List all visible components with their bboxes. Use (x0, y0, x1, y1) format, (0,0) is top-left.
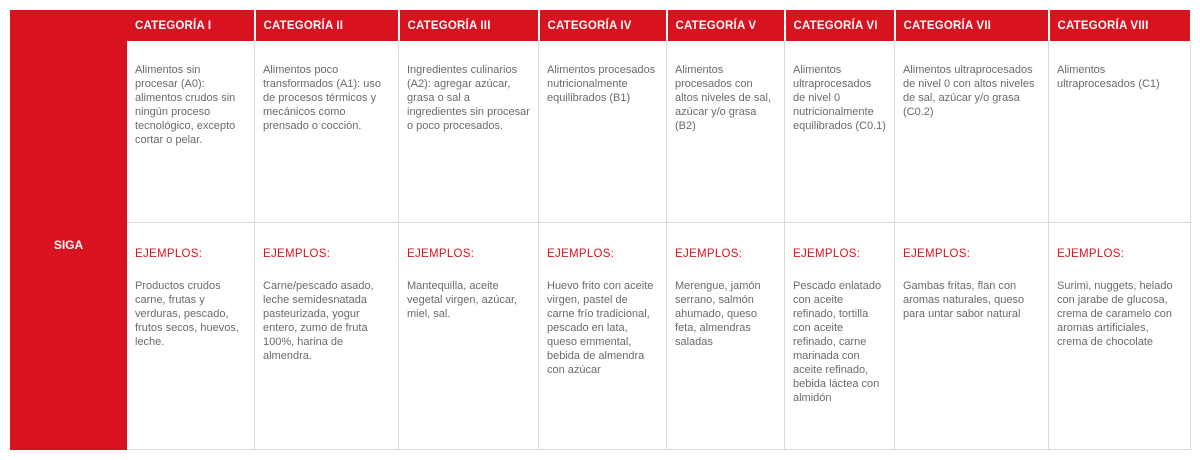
header-categoria-viii: CATEGORÍA VIII (1049, 11, 1191, 41)
examples-cell (895, 223, 1049, 450)
examples-label: EJEMPLOS: (1057, 248, 1125, 260)
examples-text: Pescado enlatado con aceite refinado, tortilla con aceite refinado, carne marinada con aceite refinado, bebida láctea con almidón (793, 280, 882, 404)
header-categoria-ii: CATEGORÍA II (255, 11, 399, 41)
header-categoria-vi: CATEGORÍA VI (785, 11, 895, 41)
description-cell: Alimentos procesados nutricionalmente equilibrados (B1) (539, 41, 667, 223)
description-cell: Alimentos procesados con altos niveles de sal, azúcar y/o grasa (B2) (667, 41, 785, 223)
examples-row (11, 223, 1191, 450)
header-categoria-iii: CATEGORÍA III (399, 11, 539, 41)
examples-label: EJEMPLOS: (263, 248, 331, 260)
examples-text: Merengue, jamón serrano, salmón ahumado, queso feta, almendras saladas (675, 280, 761, 348)
examples-text: Carne/pescado asado, leche semidesnatada pasteurizada, yogur entero, zumo de fruta 100%, harina de almendra. (263, 280, 374, 362)
description-cell: Alimentos sin procesar (A0): alimentos crudos sin ningún proceso tecnológico, excepto cortar o pelar. (127, 41, 255, 223)
examples-label: EJEMPLOS: (903, 248, 971, 260)
examples-text: Productos crudos carne, frutas y verduras, pescado, frutos secos, huevos, leche. (135, 280, 239, 348)
description-cell: Alimentos ultraprocesados de nivel 0 con altos niveles de sal, azúcar y/o grasa (C0.2) (895, 41, 1049, 223)
examples-cell (539, 223, 667, 450)
examples-text: Gambas fritas, flan con aromas naturales, queso para untar sabor natural (903, 280, 1025, 320)
row-label-siga: SIGA (11, 41, 127, 450)
header-categoria-i: CATEGORÍA I (127, 11, 255, 41)
header-corner-cell (11, 11, 127, 41)
description-cell: Alimentos ultraprocesados de nivel 0 nutricionalmente equilibrados (C0.1) (785, 41, 895, 223)
examples-cell (255, 223, 399, 450)
examples-cell (127, 223, 255, 450)
examples-label: EJEMPLOS: (547, 248, 615, 260)
description-cell: Alimentos ultraprocesados (C1) (1049, 41, 1191, 223)
examples-label: EJEMPLOS: (407, 248, 475, 260)
header-categoria-v: CATEGORÍA V (667, 11, 785, 41)
description-row (11, 41, 1191, 223)
examples-label: EJEMPLOS: (135, 248, 203, 260)
examples-cell (399, 223, 539, 450)
examples-text: Surimi, nuggets, helado con jarabe de glucosa, crema de caramelo con aromas artificiales, crema de chocolate (1057, 280, 1173, 348)
header-row (11, 11, 1191, 41)
examples-text: Mantequilla, aceite vegetal virgen, azúcar, miel, sal. (407, 280, 518, 320)
examples-label: EJEMPLOS: (675, 248, 743, 260)
examples-cell (1049, 223, 1191, 450)
siga-classification-table-wrapper (10, 10, 1190, 450)
examples-cell (667, 223, 785, 450)
header-categoria-vii: CATEGORÍA VII (895, 11, 1049, 41)
examples-cell (785, 223, 895, 450)
header-categoria-iv: CATEGORÍA IV (539, 11, 667, 41)
description-cell: Alimentos poco transformados (A1): uso de procesos térmicos y mecánicos como prensado o cocción. (255, 41, 399, 223)
examples-label: EJEMPLOS: (793, 248, 861, 260)
description-cell: Ingredientes culinarios (A2): agregar azúcar, grasa o sal a ingredientes sin procesar o poco procesados. (399, 41, 539, 223)
siga-classification-table (10, 10, 1192, 450)
examples-text: Huevo frito con aceite virgen, pastel de carne frío tradicional, pescado en lata, queso emmental, bebida de almendra con azúcar (547, 280, 654, 376)
